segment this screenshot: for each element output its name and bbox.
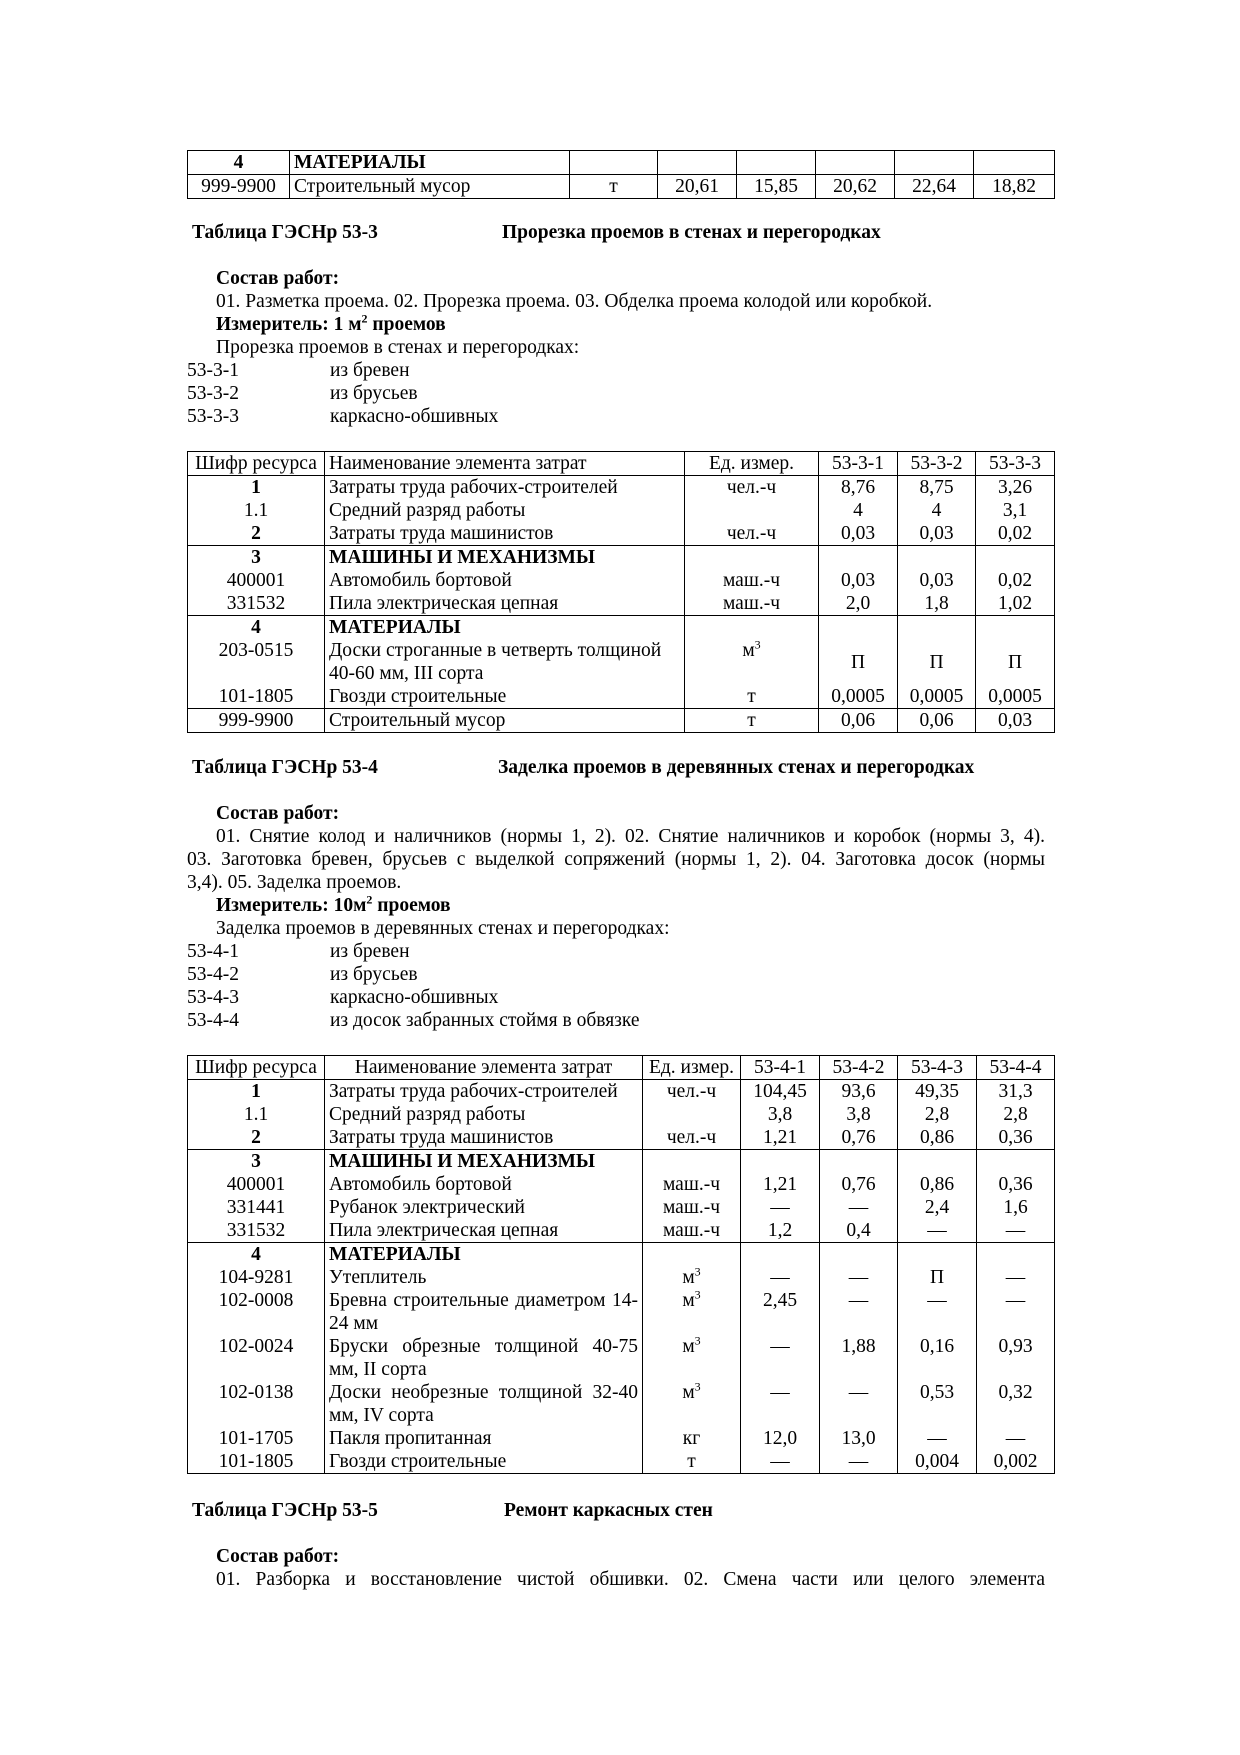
unit-text: м [682, 1290, 695, 1311]
table-53-5-title: Таблица ГЭСНр 53-5 [192, 1500, 378, 1521]
table-cell: 0,36 [977, 1173, 1055, 1196]
table-cell [895, 151, 974, 175]
table-cell [658, 151, 737, 175]
column-header: Ед. измер. [643, 1056, 741, 1080]
table-cell: 4 [188, 616, 325, 640]
table-cell: 0,86 [898, 1173, 977, 1196]
table-cell: — [741, 1196, 820, 1219]
table-cell: — [741, 1335, 820, 1381]
table-cell [819, 546, 898, 570]
top-materials-table [187, 150, 1055, 199]
izmeritel-after: проемов [372, 895, 451, 916]
table-cell [737, 151, 816, 175]
column-header: Шифр ресурса [188, 452, 325, 476]
table-cell: чел.-ч [643, 1080, 741, 1104]
column-header: 53-3-2 [898, 452, 976, 476]
table-cell [898, 1243, 977, 1267]
table-row [188, 546, 1055, 570]
column-header: 53-4-2 [820, 1056, 898, 1080]
table-cell: П [898, 1266, 977, 1289]
table-cell: 0,06 [898, 709, 976, 733]
table-cell: чел.-ч [643, 1126, 741, 1150]
table-53-3-caption: Прорезка проемов в стенах и перегородках [502, 222, 881, 243]
table-cell: т [643, 1450, 741, 1474]
unit-text: м [742, 640, 755, 661]
table-53-4 [187, 1055, 1055, 1474]
superscript: 3 [694, 1289, 701, 1302]
table-cell [643, 1243, 741, 1267]
table-cell: — [977, 1219, 1055, 1243]
table-row [188, 709, 1055, 733]
table-cell: 203-0515 [188, 639, 325, 685]
table-cell [643, 1381, 741, 1427]
table-row [188, 1289, 1055, 1335]
table-cell: 2,8 [977, 1103, 1055, 1126]
table-cell: — [898, 1289, 977, 1335]
section-heading: МАШИНЫ И МЕХАНИЗМЫ [325, 1150, 643, 1174]
table-cell: т [685, 685, 819, 709]
table-cell: 1,8 [898, 592, 976, 616]
sostav-text: 01. Снятие колод и наличников (нормы 1, 2). 02. Снятие наличников и коробок (нормы 3, 4). [216, 826, 1045, 847]
table-cell [685, 546, 819, 570]
table-cell: 2,0 [819, 592, 898, 616]
norm-text: из брусьев [330, 964, 418, 985]
izmeritel-label: Измеритель: 1 м [216, 314, 362, 335]
table-row [188, 1196, 1055, 1219]
table-row [188, 1266, 1055, 1289]
table-cell: 2,8 [898, 1103, 977, 1126]
table-cell [976, 616, 1055, 640]
table-cell: — [898, 1219, 977, 1243]
table-cell: Утеплитель [325, 1266, 643, 1289]
table-cell: — [820, 1450, 898, 1474]
table-cell: 104-9281 [188, 1266, 325, 1289]
norm-code: 53-4-1 [187, 941, 239, 962]
table-cell: 3,1 [976, 499, 1055, 522]
table-cell: 20,61 [658, 175, 737, 199]
table-cell: 0,16 [898, 1335, 977, 1381]
column-header: 53-3-3 [976, 452, 1055, 476]
table-cell: — [741, 1381, 820, 1427]
table-row [188, 1150, 1055, 1174]
table-cell: П [819, 639, 898, 685]
table-cell: 102-0008 [188, 1289, 325, 1335]
table-cell [643, 1289, 741, 1335]
norm-code: 53-3-2 [187, 383, 239, 404]
table-cell [820, 1243, 898, 1267]
table-cell [643, 1335, 741, 1381]
table-cell: — [977, 1427, 1055, 1450]
table-cell: 2 [188, 1126, 325, 1150]
table-cell: 93,6 [820, 1080, 898, 1104]
unit-text: м [682, 1336, 695, 1357]
table-cell: 999-9900 [188, 175, 290, 199]
table-cell: 1,21 [741, 1126, 820, 1150]
table-cell: П [898, 639, 976, 685]
table-cell: 18,82 [974, 175, 1055, 199]
table-cell: 1,21 [741, 1173, 820, 1196]
table-cell: Затраты труда рабочих-строителей [325, 476, 685, 500]
column-header: 53-4-1 [741, 1056, 820, 1080]
table-cell: 400001 [188, 1173, 325, 1196]
table-cell: Затраты труда рабочих-строителей [325, 1080, 643, 1104]
norm-text: из брусьев [330, 383, 418, 404]
table-cell [898, 1150, 977, 1174]
table-cell: 1.1 [188, 1103, 325, 1126]
table-cell [898, 546, 976, 570]
table-cell [570, 151, 658, 175]
table-cell: маш.-ч [643, 1173, 741, 1196]
table-row [188, 1381, 1055, 1427]
table-row [188, 1103, 1055, 1126]
table-cell [898, 616, 976, 640]
izmeritel-after: проемов [367, 314, 446, 335]
table-cell: 0,0005 [819, 685, 898, 709]
table-row [188, 592, 1055, 616]
superscript: 2 [361, 311, 368, 326]
superscript: 3 [754, 639, 761, 652]
table-cell: 1 [188, 476, 325, 500]
table-cell: 0,002 [977, 1450, 1055, 1474]
table-cell: 3,8 [741, 1103, 820, 1126]
table-row [188, 1335, 1055, 1381]
table-row [188, 1173, 1055, 1196]
table-cell: 400001 [188, 569, 325, 592]
table-row [188, 1080, 1055, 1104]
superscript: 3 [694, 1266, 701, 1279]
sostav-label: Состав работ: [216, 268, 340, 289]
sostav-text: 01. Разметка проема. 02. Прорезка проема. 03. Обделка проема колодой или коробкой. [216, 291, 933, 312]
table-cell [643, 1150, 741, 1174]
table-cell: 49,35 [898, 1080, 977, 1104]
table-cell: Доски строганные в четверть толщиной 40-60 мм, III сорта [325, 639, 685, 685]
table-cell [977, 1150, 1055, 1174]
table-cell: 22,64 [895, 175, 974, 199]
norm-code: 53-4-4 [187, 1010, 239, 1031]
column-header: 53-4-3 [898, 1056, 977, 1080]
table-cell: 1.1 [188, 499, 325, 522]
table-cell: 0,03 [976, 709, 1055, 733]
table-cell: Рубанок электрический [325, 1196, 643, 1219]
table-cell: 1,6 [977, 1196, 1055, 1219]
table-row [188, 616, 1055, 640]
table-row [188, 1219, 1055, 1243]
table-cell: маш.-ч [685, 592, 819, 616]
column-header: Наименование элемента затрат [325, 1056, 643, 1080]
table-cell [741, 1150, 820, 1174]
table-cell: — [741, 1266, 820, 1289]
table-cell: 3,8 [820, 1103, 898, 1126]
table-cell: 0,02 [976, 569, 1055, 592]
table-row [188, 499, 1055, 522]
table-cell: 4 [188, 151, 290, 175]
table-cell: 0,03 [898, 522, 976, 546]
table-cell: 0,0005 [898, 685, 976, 709]
column-header: 53-4-4 [977, 1056, 1055, 1080]
table-cell: Пакля пропитанная [325, 1427, 643, 1450]
table-cell [643, 1266, 741, 1289]
table-cell: — [820, 1196, 898, 1219]
superscript: 3 [694, 1381, 701, 1394]
table-row [188, 569, 1055, 592]
table-cell: — [741, 1450, 820, 1474]
table-cell: 331441 [188, 1196, 325, 1219]
norm-text: каркасно-обшивных [330, 406, 499, 427]
table-cell: — [977, 1289, 1055, 1335]
table-cell: Автомобиль бортовой [325, 569, 685, 592]
table-cell: кг [643, 1427, 741, 1450]
table-row [188, 522, 1055, 546]
unit-text: м [682, 1267, 695, 1288]
norm-code: 53-3-3 [187, 406, 239, 427]
table-cell: 0,004 [898, 1450, 977, 1474]
norm-text: каркасно-обшивных [330, 987, 499, 1008]
table-row [188, 1427, 1055, 1450]
table-cell: 0,93 [977, 1335, 1055, 1381]
table-cell [976, 546, 1055, 570]
izmeritel [216, 313, 446, 336]
table-cell: 3 [188, 546, 325, 570]
table-cell: Строительный мусор [290, 175, 570, 199]
izmeritel-label: Измеритель: 10м [216, 895, 367, 916]
superscript: 3 [694, 1335, 701, 1348]
table-row [188, 685, 1055, 709]
table-cell [820, 1150, 898, 1174]
section-heading: МАШИНЫ И МЕХАНИЗМЫ [325, 546, 685, 570]
table-cell: 3,26 [976, 476, 1055, 500]
table-cell [977, 1243, 1055, 1267]
table-row [188, 639, 1055, 685]
table-cell: маш.-ч [643, 1219, 741, 1243]
table-cell: 0,03 [819, 569, 898, 592]
table-cell: 20,62 [816, 175, 895, 199]
sostav-label: Состав работ: [216, 1546, 340, 1567]
table-cell: 0,32 [977, 1381, 1055, 1427]
table-cell: 8,76 [819, 476, 898, 500]
table-row [188, 1126, 1055, 1150]
section-heading: МАТЕРИАЛЫ [325, 1243, 643, 1267]
column-header: Шифр ресурса [188, 1056, 325, 1080]
table-cell: 331532 [188, 592, 325, 616]
table-cell: Пила электрическая цепная [325, 592, 685, 616]
table-cell: 1,88 [820, 1335, 898, 1381]
table-cell: 101-1805 [188, 1450, 325, 1474]
table-cell: маш.-ч [685, 569, 819, 592]
norm-text: из бревен [330, 360, 410, 381]
table-cell [685, 499, 819, 522]
column-header: Ед. измер. [685, 452, 819, 476]
norm-code: 53-4-3 [187, 987, 239, 1008]
table-cell: Затраты труда машинистов [325, 522, 685, 546]
table-cell: т [685, 709, 819, 733]
table-cell [819, 616, 898, 640]
table-53-3-title: Таблица ГЭСНр 53-3 [192, 222, 378, 243]
table-cell: 0,76 [820, 1173, 898, 1196]
table-cell: 0,53 [898, 1381, 977, 1427]
izmeritel [216, 894, 451, 917]
table-cell: Гвозди строительные [325, 1450, 643, 1474]
table-cell: 101-1805 [188, 685, 325, 709]
table-cell: Автомобиль бортовой [325, 1173, 643, 1196]
norm-text: из бревен [330, 941, 410, 962]
table-cell: 0,03 [819, 522, 898, 546]
table-cell [643, 1103, 741, 1126]
table-cell: 15,85 [737, 175, 816, 199]
table-cell [816, 151, 895, 175]
table-cell: 102-0138 [188, 1381, 325, 1427]
table-cell: Доски необрезные толщиной 32-40 мм, IV сорта [325, 1381, 643, 1427]
superscript: 2 [366, 892, 373, 907]
table-cell: 13,0 [820, 1427, 898, 1450]
table-cell: 2,45 [741, 1289, 820, 1335]
table-cell: Затраты труда машинистов [325, 1126, 643, 1150]
table-cell: 0,06 [819, 709, 898, 733]
table-cell: — [977, 1266, 1055, 1289]
unit-text: м [682, 1382, 695, 1403]
intro-text: Заделка проемов в деревянных стенах и перегородках: [216, 918, 670, 939]
table-cell: чел.-ч [685, 476, 819, 500]
table-53-5-caption: Ремонт каркасных стен [504, 1500, 713, 1521]
table-cell: 0,76 [820, 1126, 898, 1150]
table-cell: П [976, 639, 1055, 685]
table-53-3 [187, 451, 1055, 733]
intro-text: Прорезка проемов в стенах и перегородках: [216, 337, 580, 358]
table-cell: Бруски обрезные толщиной 40-75 мм, II сорта [325, 1335, 643, 1381]
column-header: 53-3-1 [819, 452, 898, 476]
table-cell: Средний разряд работы [325, 1103, 643, 1126]
table-53-4-caption: Заделка проемов в деревянных стенах и перегородках [498, 757, 975, 778]
table-cell: чел.-ч [685, 522, 819, 546]
table-cell: — [820, 1266, 898, 1289]
table-cell: 1,02 [976, 592, 1055, 616]
norm-code: 53-4-2 [187, 964, 239, 985]
table-cell: 331532 [188, 1219, 325, 1243]
table-cell: МАТЕРИАЛЫ [290, 151, 570, 175]
table-cell: 4 [898, 499, 976, 522]
table-cell: 3 [188, 1150, 325, 1174]
table-cell: 0,03 [898, 569, 976, 592]
table-cell: 2,4 [898, 1196, 977, 1219]
table-cell: 0,0005 [976, 685, 1055, 709]
table-cell: 102-0024 [188, 1335, 325, 1381]
table-cell: 4 [188, 1243, 325, 1267]
table-cell: Гвозди строительные [325, 685, 685, 709]
table-cell: 31,3 [977, 1080, 1055, 1104]
table-cell: 104,45 [741, 1080, 820, 1104]
sostav-text: 01. Разборка и восстановление чистой обшивки. 02. Смена части или целого элемента [216, 1569, 1045, 1590]
table-cell: — [820, 1289, 898, 1335]
table-cell: Пила электрическая цепная [325, 1219, 643, 1243]
table-cell: 0,4 [820, 1219, 898, 1243]
table-cell: 4 [819, 499, 898, 522]
sostav-text: 3,4). 05. Заделка проемов. [187, 872, 402, 893]
column-header: Наименование элемента затрат [325, 452, 685, 476]
table-cell: Строительный мусор [325, 709, 685, 733]
table-row [188, 1450, 1055, 1474]
norm-code: 53-3-1 [187, 360, 239, 381]
table-53-4-title: Таблица ГЭСНр 53-4 [192, 757, 378, 778]
table-cell: 101-1705 [188, 1427, 325, 1450]
table-row [188, 1243, 1055, 1267]
table-cell: — [820, 1381, 898, 1427]
table-cell: 0,86 [898, 1126, 977, 1150]
table-cell: 0,02 [976, 522, 1055, 546]
table-cell: Бревна строительные диаметром 14-24 мм [325, 1289, 643, 1335]
table-cell [685, 616, 819, 640]
table-cell: 1 [188, 1080, 325, 1104]
table-cell: 1,2 [741, 1219, 820, 1243]
table-cell: 2 [188, 522, 325, 546]
sostav-label: Состав работ: [216, 803, 340, 824]
table-cell [974, 151, 1055, 175]
table-cell: 12,0 [741, 1427, 820, 1450]
sostav-text: 03. Заготовка бревен, брусьев с выделкой сопряжений (нормы 1, 2). 04. Заготовка досок (нормы [187, 849, 1045, 870]
table-cell: — [898, 1427, 977, 1450]
table-cell: маш.-ч [643, 1196, 741, 1219]
table-cell: 999-9900 [188, 709, 325, 733]
table-cell [741, 1243, 820, 1267]
table-cell: 8,75 [898, 476, 976, 500]
table-cell: Средний разряд работы [325, 499, 685, 522]
table-cell [685, 639, 819, 685]
norm-text: из досок забранных стоймя в обвязке [330, 1010, 640, 1031]
table-cell: т [570, 175, 658, 199]
table-row [188, 476, 1055, 500]
section-heading: МАТЕРИАЛЫ [325, 616, 685, 640]
table-cell: 0,36 [977, 1126, 1055, 1150]
